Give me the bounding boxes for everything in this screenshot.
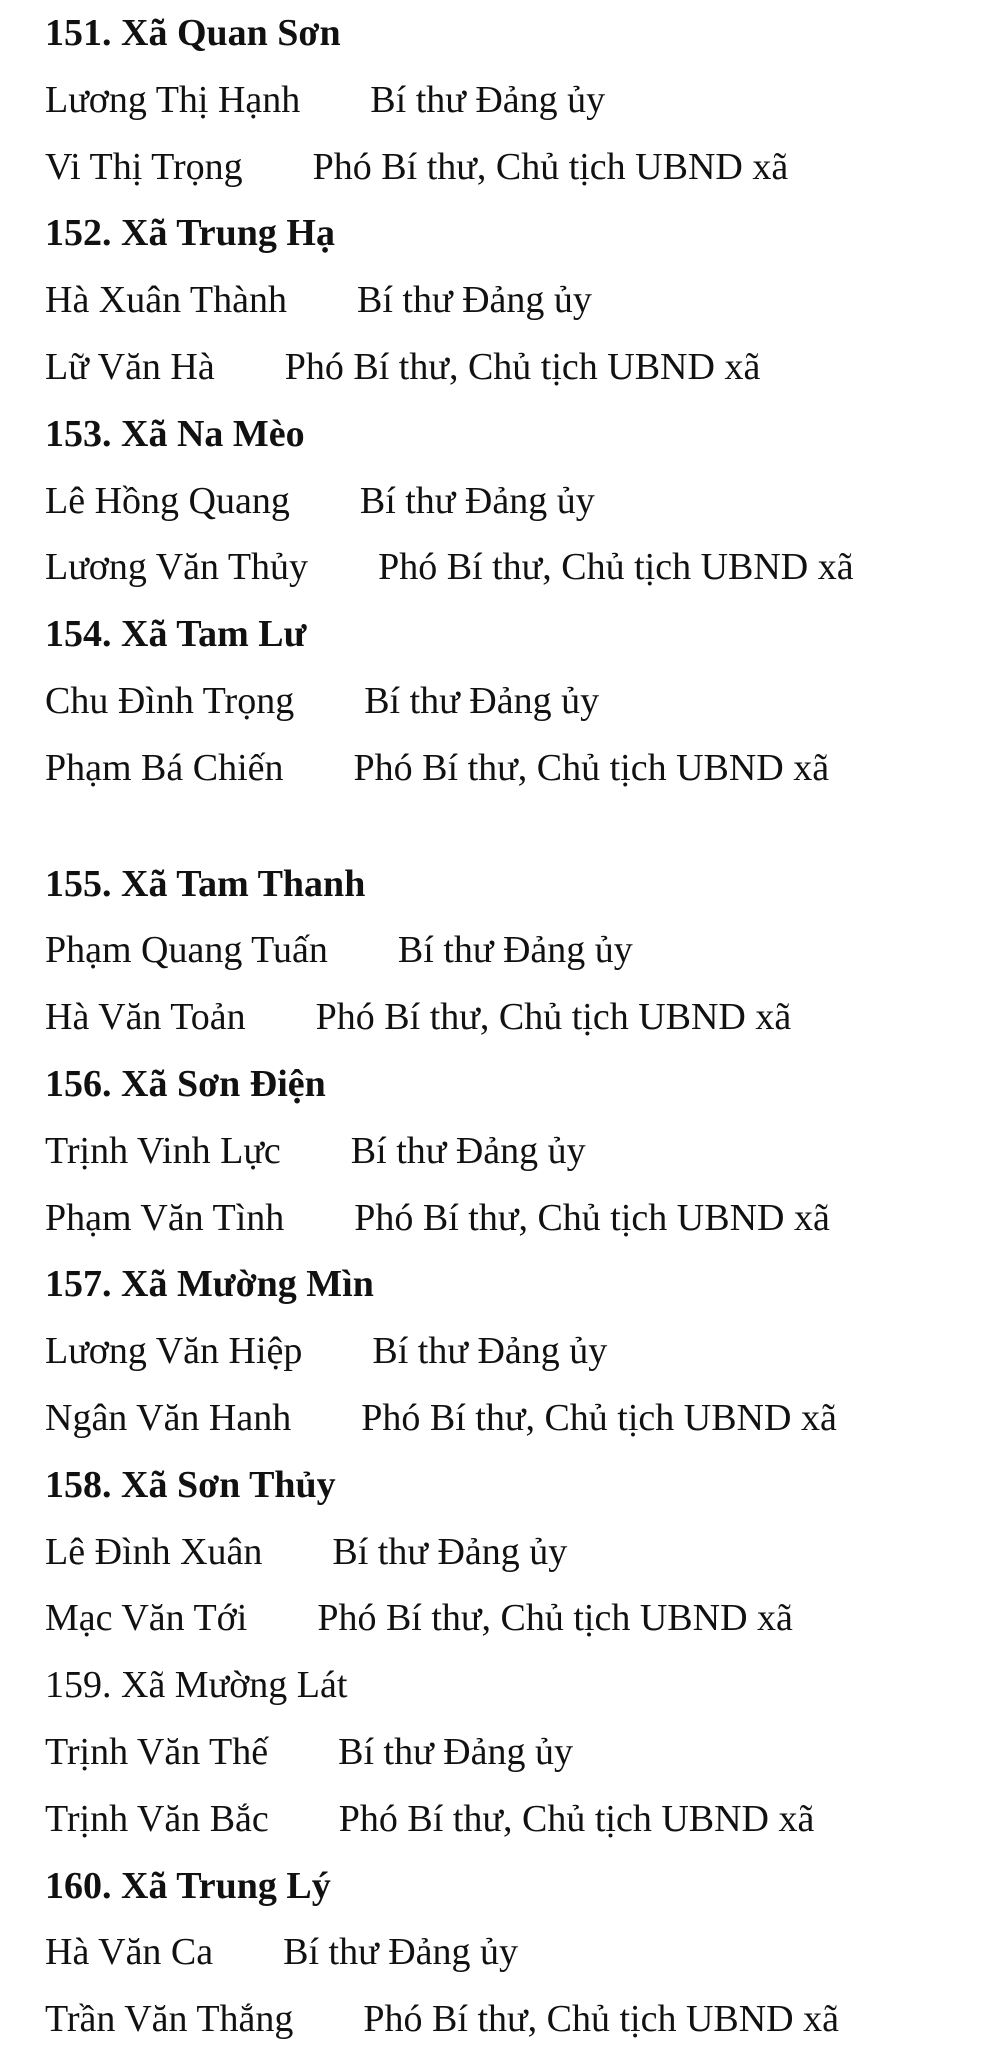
official-name: Trịnh Vinh Lực bbox=[45, 1129, 281, 1172]
commune-title: 151. Xã Quan Sơn bbox=[45, 12, 341, 54]
official-role: Bí thư Đảng ủy bbox=[397, 929, 633, 972]
official-row bbox=[45, 1519, 980, 1586]
official-role: Bí thư Đảng ủy bbox=[283, 1931, 519, 1974]
official-row bbox=[45, 1986, 980, 2053]
official-row bbox=[45, 67, 980, 134]
commune-156 bbox=[45, 1051, 980, 1251]
commune-title: 152. Xã Trung Hạ bbox=[45, 212, 335, 255]
official-role: Phó Bí thư, Chủ tịch UBND xã bbox=[363, 1998, 839, 2041]
official-row bbox=[45, 1786, 980, 1853]
official-name: Vi Thị Trọng bbox=[45, 145, 243, 188]
commune-title: 154. Xã Tam Lư bbox=[45, 613, 307, 656]
commune-159 bbox=[45, 1652, 980, 1852]
official-row bbox=[45, 984, 980, 1051]
official-row bbox=[45, 1385, 980, 1452]
official-row bbox=[45, 1118, 980, 1185]
official-name: Trịnh Văn Bắc bbox=[45, 1797, 269, 1840]
official-row bbox=[45, 917, 980, 984]
official-role: Bí thư Đảng ủy bbox=[357, 279, 592, 322]
section-gap bbox=[45, 802, 980, 851]
official-name: Hà Văn Toản bbox=[45, 996, 246, 1039]
commune-152 bbox=[45, 200, 980, 400]
official-name: Lương Thị Hạnh bbox=[45, 78, 301, 121]
official-role: Phó Bí thư, Chủ tịch UBND xã bbox=[338, 1797, 815, 1840]
official-name: Mạc Văn Tới bbox=[45, 1597, 248, 1640]
official-name: Lê Hồng Quang bbox=[45, 479, 290, 522]
official-row bbox=[45, 1318, 980, 1385]
official-name: Phạm Quang Tuấn bbox=[45, 929, 328, 972]
official-role: Phó Bí thư, Chủ tịch UBND xã bbox=[378, 546, 854, 589]
official-row bbox=[45, 668, 980, 735]
official-name: Trần Văn Thắng bbox=[45, 1998, 294, 2041]
official-role: Phó Bí thư, Chủ tịch UBND xã bbox=[354, 1196, 830, 1239]
official-role: Bí thư Đảng ủy bbox=[338, 1730, 573, 1773]
commune-160 bbox=[45, 1853, 980, 2053]
official-role: Phó Bí thư, Chủ tịch UBND xã bbox=[284, 345, 761, 388]
commune-title: 158. Xã Sơn Thủy bbox=[45, 1463, 336, 1506]
commune-155 bbox=[45, 851, 980, 1051]
commune-154 bbox=[45, 601, 980, 801]
official-name: Hà Văn Ca bbox=[45, 1931, 214, 1974]
official-role: Bí thư Đảng ủy bbox=[370, 78, 606, 121]
official-role: Phó Bí thư, Chủ tịch UBND xã bbox=[361, 1396, 837, 1439]
official-role: Bí thư Đảng ủy bbox=[372, 1330, 608, 1373]
official-role: Bí thư Đảng ủy bbox=[359, 479, 595, 522]
official-row bbox=[45, 1185, 980, 1252]
official-row bbox=[45, 1585, 980, 1652]
official-name: Phạm Văn Tình bbox=[45, 1196, 285, 1239]
official-role: Phó Bí thư, Chủ tịch UBND xã bbox=[312, 145, 789, 188]
official-name: Hà Xuân Thành bbox=[45, 279, 288, 322]
official-role: Bí thư Đảng ủy bbox=[332, 1530, 568, 1573]
official-name: Lương Văn Thủy bbox=[45, 546, 309, 589]
commune-158 bbox=[45, 1452, 980, 1652]
official-role: Bí thư Đảng ủy bbox=[350, 1129, 586, 1172]
official-row bbox=[45, 134, 980, 201]
official-row bbox=[45, 468, 980, 535]
official-role: Phó Bí thư, Chủ tịch UBND xã bbox=[317, 1597, 793, 1640]
official-row bbox=[45, 1719, 980, 1786]
commune-title: 155. Xã Tam Thanh bbox=[45, 862, 366, 905]
official-role: Bí thư Đảng ủy bbox=[364, 679, 600, 722]
commune-151 bbox=[45, 0, 980, 200]
official-name: Phạm Bá Chiến bbox=[45, 746, 284, 789]
official-name: Chu Đình Trọng bbox=[45, 679, 295, 722]
commune-title: 160. Xã Trung Lý bbox=[45, 1864, 331, 1907]
official-role: Phó Bí thư, Chủ tịch UBND xã bbox=[315, 996, 792, 1039]
official-row bbox=[45, 1919, 980, 1986]
commune-title: 156. Xã Sơn Điện bbox=[45, 1062, 326, 1105]
official-name: Lương Văn Hiệp bbox=[45, 1330, 303, 1373]
official-row bbox=[45, 334, 980, 401]
commune-title: 157. Xã Mường Mìn bbox=[45, 1263, 374, 1306]
official-row bbox=[45, 534, 980, 601]
official-role: Phó Bí thư, Chủ tịch UBND xã bbox=[353, 746, 830, 789]
commune-153 bbox=[45, 401, 980, 601]
official-name: Trịnh Văn Thế bbox=[45, 1730, 269, 1773]
document-body bbox=[45, 0, 980, 2053]
official-row bbox=[45, 735, 980, 802]
commune-title: 153. Xã Na Mèo bbox=[45, 412, 305, 455]
official-name: Lê Đình Xuân bbox=[45, 1530, 263, 1573]
commune-title: 159. Xã Mường Lát bbox=[45, 1664, 348, 1707]
official-name: Ngân Văn Hanh bbox=[45, 1396, 292, 1439]
commune-157 bbox=[45, 1251, 980, 1451]
official-row bbox=[45, 267, 980, 334]
official-name: Lữ Văn Hà bbox=[45, 345, 215, 388]
